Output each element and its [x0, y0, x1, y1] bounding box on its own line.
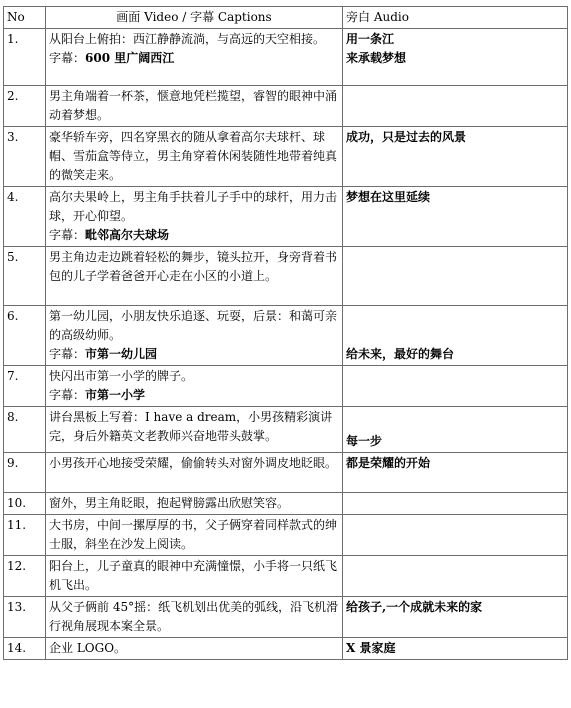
- video-description: 第一幼儿园，小朋友快乐追逐、玩耍，后景：和蔼可亲的高级幼师。: [49, 309, 338, 342]
- audio-line: 每一步: [346, 434, 383, 448]
- table-row: [4, 597, 568, 638]
- video-cell: [46, 29, 343, 86]
- video-description: 大书房，中间一摞厚厚的书，父子俩穿着同样款式的绅士服，斜坐在沙发上阅读。: [49, 518, 338, 551]
- table-row: [4, 247, 568, 306]
- caption-text: 市第一小学: [85, 388, 146, 402]
- caption-prefix: 字幕：: [49, 347, 86, 361]
- caption-prefix: 字幕：: [49, 228, 86, 242]
- audio-cell: [343, 306, 568, 366]
- video-cell: [46, 306, 343, 366]
- caption-text: 市第一幼儿园: [85, 347, 158, 361]
- table-row: [4, 127, 568, 187]
- video-description: 窗外，男主角眨眼，抱起臂膀露出欣慰笑容。: [49, 496, 290, 510]
- audio-cell: [343, 366, 568, 407]
- video-cell: [46, 453, 343, 493]
- audio-cell: [343, 187, 568, 247]
- video-description: 高尔夫果岭上，男主角手扶着儿子手中的球杆，用力击球，开心仰望。: [49, 190, 338, 223]
- video-cell: [46, 86, 343, 127]
- video-cell: [46, 127, 343, 187]
- row-number: 7.: [4, 366, 46, 407]
- row-number: 6.: [4, 306, 46, 366]
- table-row: [4, 556, 568, 597]
- video-cell: [46, 187, 343, 247]
- audio-cell: [343, 453, 568, 493]
- header-no: No: [4, 7, 46, 29]
- table-row: [4, 86, 568, 127]
- row-number: 5.: [4, 247, 46, 306]
- video-cell: [46, 247, 343, 306]
- table-row: [4, 453, 568, 493]
- video-description: 豪华轿车旁，四名穿黑衣的随从拿着高尔夫球杆、球帽、雪茄盒等侍立，男主角穿着休闲装随性地带着纯真的微笑走来。: [49, 130, 338, 182]
- caption-line: [49, 345, 339, 364]
- video-description: 小男孩开心地接受荣耀，偷偷转头对窗外调皮地眨眼。: [49, 456, 338, 470]
- audio-line: 给未来，最好的舞台: [346, 347, 455, 361]
- caption-text: 毗邻高尔夫球场: [85, 228, 170, 242]
- header-video: 画面 Video / 字幕 Captions: [46, 7, 343, 29]
- audio-cell: [343, 247, 568, 306]
- script-document: [3, 6, 568, 660]
- row-number: 8.: [4, 407, 46, 453]
- table-row: [4, 515, 568, 556]
- audio-line: 成功，只是过去的风景: [346, 130, 467, 144]
- video-description: 男主角边走边跳着轻松的舞步，镜头拉开，身旁背着书包的儿子学着爸爸开心走在小区的小道上。: [49, 250, 338, 283]
- storyboard-table: [3, 6, 568, 660]
- video-description: 阳台上，儿子童真的眼神中充满憧憬，小手将一只纸飞机飞出。: [49, 559, 338, 592]
- audio-line: 都是荣耀的开始: [346, 456, 431, 470]
- caption-prefix: 字幕：: [49, 388, 86, 402]
- audio-cell: [343, 493, 568, 515]
- row-number: 12.: [4, 556, 46, 597]
- caption-line: [49, 49, 339, 68]
- row-number: 2.: [4, 86, 46, 127]
- audio-cell: [343, 638, 568, 660]
- video-cell: [46, 493, 343, 515]
- header-audio: 旁白 Audio: [343, 7, 568, 29]
- audio-cell: [343, 556, 568, 597]
- caption-text: 600 里广阔西江: [85, 51, 175, 65]
- table-body: [4, 29, 568, 660]
- caption-prefix: 字幕：: [49, 51, 86, 65]
- row-number: 4.: [4, 187, 46, 247]
- video-description: 企业 LOGO。: [49, 641, 127, 655]
- caption-line: [49, 386, 339, 405]
- row-number: 10.: [4, 493, 46, 515]
- audio-cell: [343, 515, 568, 556]
- video-description: 快闪出市第一小学的牌子。: [49, 369, 194, 383]
- video-cell: [46, 515, 343, 556]
- video-cell: [46, 407, 343, 453]
- audio-line: 用一条江: [346, 32, 395, 46]
- video-cell: [46, 366, 343, 407]
- row-number: 14.: [4, 638, 46, 660]
- video-description: 讲台黑板上写着：I have a dream，小男孩精彩演讲完，身后外籍英文老教师兴奋地带头鼓掌。: [49, 410, 333, 443]
- video-cell: [46, 638, 343, 660]
- audio-cell: [343, 407, 568, 453]
- audio-cell: [343, 29, 568, 86]
- audio-cell: [343, 86, 568, 127]
- audio-line: 梦想在这里延续: [346, 190, 431, 204]
- table-row: [4, 29, 568, 86]
- row-number: 13.: [4, 597, 46, 638]
- audio-line: X 景家庭: [346, 641, 396, 655]
- caption-line: [49, 226, 339, 245]
- video-description: 从父子俩前 45°摇：纸飞机划出优美的弧线，沿飞机滑行视角展现本案全景。: [49, 600, 339, 633]
- video-cell: [46, 556, 343, 597]
- audio-line: 来承载梦想: [346, 51, 407, 65]
- table-row: [4, 638, 568, 660]
- table-row: [4, 366, 568, 407]
- audio-line: 给孩子,一个成就未来的家: [346, 600, 483, 614]
- video-cell: [46, 597, 343, 638]
- table-row: [4, 187, 568, 247]
- audio-cell: [343, 597, 568, 638]
- table-row: [4, 407, 568, 453]
- table-row: [4, 493, 568, 515]
- row-number: 11.: [4, 515, 46, 556]
- video-description: 男主角端着一杯茶，惬意地凭栏揽望，睿智的眼神中涌动着梦想。: [49, 89, 338, 122]
- table-row: [4, 306, 568, 366]
- audio-cell: [343, 127, 568, 187]
- row-number: 1.: [4, 29, 46, 86]
- table-header-row: [4, 7, 568, 29]
- row-number: 3.: [4, 127, 46, 187]
- video-description: 从阳台上俯拍：西江静静流淌，与高远的天空相接。: [49, 32, 326, 46]
- row-number: 9.: [4, 453, 46, 493]
